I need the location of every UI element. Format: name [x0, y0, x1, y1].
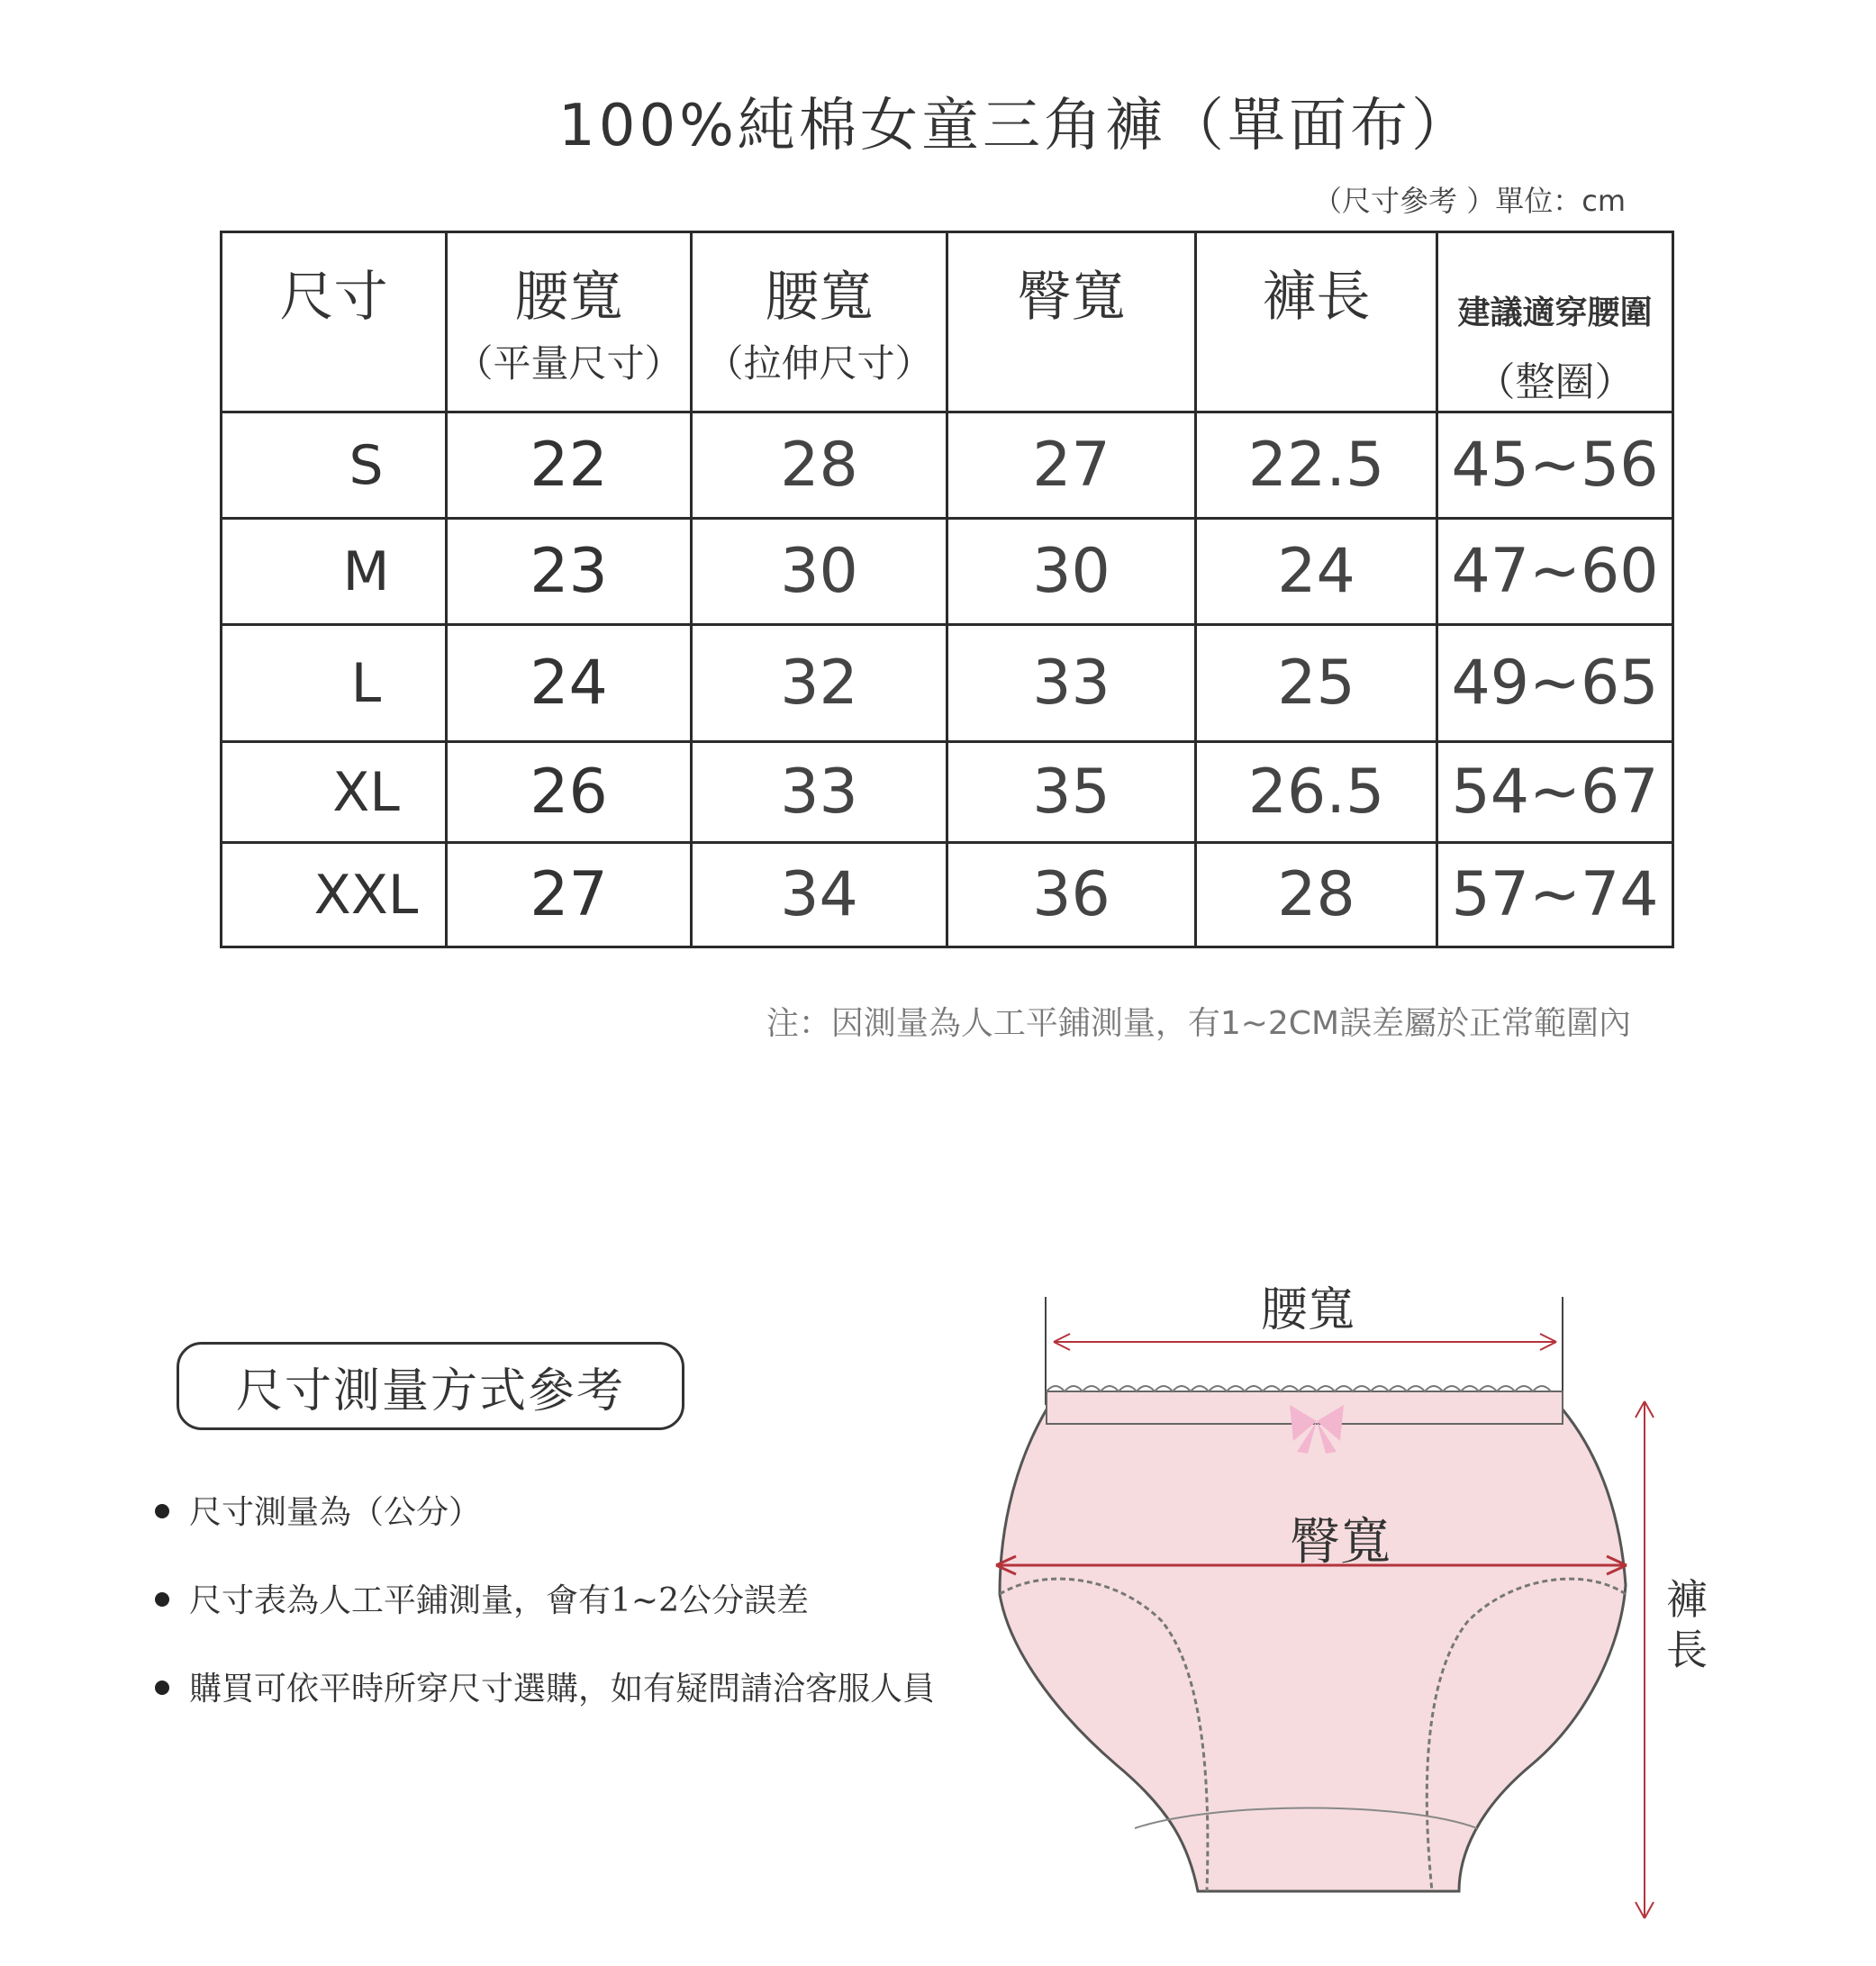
table-cell: 28	[1196, 843, 1437, 947]
header-waist-circumference	[1437, 232, 1673, 412]
unit-note: （尺寸參考 ）單位：cm	[1313, 184, 1626, 218]
size-table	[220, 231, 1674, 948]
header-label: 褲長	[1262, 266, 1371, 329]
table-cell: 27	[947, 412, 1196, 519]
table-cell: 23	[447, 519, 692, 625]
method-title: 尺寸測量方式參考	[177, 1342, 684, 1430]
table-cell: 33	[947, 625, 1196, 742]
list-item-text: 尺寸表為人工平鋪測量，會有1~2公分誤差	[189, 1582, 809, 1619]
size-cell: XL	[222, 742, 447, 843]
table-cell: 30	[692, 519, 947, 625]
table-cell: 28	[692, 412, 947, 519]
header-sublabel: （拉伸尺寸）	[705, 341, 933, 385]
list-item	[151, 1574, 980, 1662]
table-row	[222, 625, 1673, 742]
waist-label: 腰寬	[1261, 1283, 1355, 1337]
table-cell: 22.5	[1196, 412, 1437, 519]
header-waist-stretch	[692, 232, 947, 412]
list-item-text: 購買可依平時所穿尺寸選購，如有疑問請洽客服人員	[189, 1671, 936, 1708]
header-label: 臀寬	[1017, 266, 1126, 329]
list-item	[151, 1662, 980, 1751]
size-cell: S	[222, 412, 447, 519]
table-row	[222, 412, 1673, 519]
garment-body	[1000, 1409, 1626, 1891]
table-cell: 30	[947, 519, 1196, 625]
length-arrow	[1636, 1401, 1654, 1918]
size-cell: XXL	[222, 843, 447, 947]
header-hip	[947, 232, 1196, 412]
bullet-list	[151, 1486, 980, 1751]
table-cell: 34	[692, 843, 947, 947]
table-cell: 26	[447, 742, 692, 843]
bullet-icon	[155, 1592, 169, 1607]
header-label: 腰寬	[765, 266, 874, 329]
page-title: 100%純棉女童三角褲（單面布）	[558, 93, 1473, 159]
table-cell: 33	[692, 742, 947, 843]
table-cell: 24	[447, 625, 692, 742]
hip-label: 臀寬	[1290, 1513, 1391, 1572]
header-waist-flat	[447, 232, 692, 412]
table-cell: 45~56	[1437, 412, 1673, 519]
header-label: 建議適穿腰圍	[1457, 294, 1653, 331]
table-cell: 32	[692, 625, 947, 742]
header-label: 腰寬	[514, 266, 623, 329]
header-size	[222, 232, 447, 412]
table-cell: 27	[447, 843, 692, 947]
table-row	[222, 742, 1673, 843]
list-item-text: 尺寸測量為（公分）	[189, 1494, 482, 1531]
header-length	[1196, 232, 1437, 412]
table-row	[222, 519, 1673, 625]
table-cell: 24	[1196, 519, 1437, 625]
table-cell: 57~74	[1437, 843, 1673, 947]
list-item	[151, 1486, 980, 1574]
bullet-icon	[155, 1681, 169, 1695]
table-cell: 22	[447, 412, 692, 519]
table-row	[222, 843, 1673, 947]
table-cell: 35	[947, 742, 1196, 843]
header-sublabel: （平量尺寸）	[455, 341, 683, 385]
bullet-icon	[155, 1504, 169, 1518]
table-header-row	[222, 232, 1673, 412]
header-label: 尺寸	[279, 266, 388, 329]
footnote: 注：因測量為人工平鋪測量，有1~2CM誤差屬於正常範圍內	[766, 1005, 1631, 1042]
table-cell: 25	[1196, 625, 1437, 742]
header-sublabel: （整圈）	[1475, 359, 1635, 405]
table-cell: 54~67	[1437, 742, 1673, 843]
table-cell: 26.5	[1196, 742, 1437, 843]
table-cell: 47~60	[1437, 519, 1673, 625]
measurement-diagram	[973, 1261, 1765, 1945]
size-cell: L	[222, 625, 447, 742]
length-label: 褲長	[1666, 1575, 1708, 1674]
table-cell: 36	[947, 843, 1196, 947]
size-cell: M	[222, 519, 447, 625]
table-cell: 49~65	[1437, 625, 1673, 742]
